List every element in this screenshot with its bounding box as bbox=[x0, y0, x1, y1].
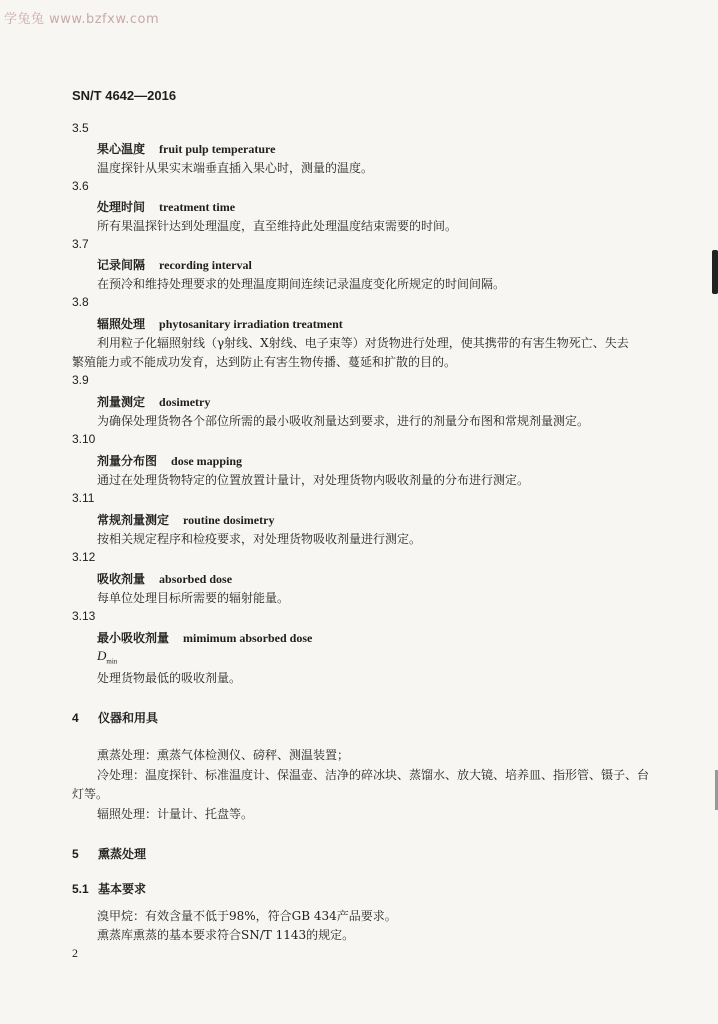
term-zh: 剂量分布图 bbox=[97, 454, 158, 468]
term-heading bbox=[97, 198, 235, 215]
term-definition: 按相关规定程序和检疫要求，对处理货物吸收剂量进行测定。 bbox=[97, 532, 422, 546]
term-number: 3.13 bbox=[72, 609, 96, 623]
paragraph: 辐照处理：计量计、托盘等。 bbox=[97, 807, 254, 821]
term-en: dosimetry bbox=[159, 395, 211, 409]
section-heading bbox=[72, 845, 146, 862]
term-number: 3.9 bbox=[72, 373, 89, 387]
term-en: routine dosimetry bbox=[183, 513, 275, 527]
term-definition: 利用粒子化辐照射线（γ射线、X射线、电子束等）对货物进行处理，使其携带的有害生物死亡、失去 bbox=[97, 336, 629, 350]
term-en: mimimum absorbed dose bbox=[183, 631, 313, 645]
term-number: 3.6 bbox=[72, 179, 89, 193]
term-number: 3.8 bbox=[72, 295, 89, 309]
term-en: phytosanitary irradiation treatment bbox=[159, 317, 343, 331]
term-en: dose mapping bbox=[171, 454, 243, 468]
section-number: 5 bbox=[72, 847, 79, 861]
term-number: 3.12 bbox=[72, 550, 96, 564]
term-zh: 吸收剂量 bbox=[97, 572, 146, 586]
term-heading bbox=[97, 452, 242, 469]
paragraph-continued: 灯等。 bbox=[72, 787, 109, 801]
term-en: fruit pulp temperature bbox=[159, 142, 276, 156]
paragraph: 冷处理：温度探针、标准温度计、保温壶、洁净的碎冰块、蒸馏水、放大镜、培养皿、指形管、镊子、台 bbox=[97, 768, 650, 782]
term-heading bbox=[97, 629, 312, 646]
term-zh: 常规剂量测定 bbox=[97, 513, 170, 527]
term-en: recording interval bbox=[159, 258, 252, 272]
term-zh: 剂量测定 bbox=[97, 395, 146, 409]
subsection-number: 5.1 bbox=[72, 882, 89, 896]
term-zh: 最小吸收剂量 bbox=[97, 631, 170, 645]
section-title: 熏蒸处理 bbox=[98, 847, 147, 861]
term-zh: 处理时间 bbox=[97, 200, 146, 214]
term-definition: 处理货物最低的吸收剂量。 bbox=[97, 671, 242, 685]
term-definition: 在预冷和维持处理要求的处理温度期间连续记录温度变化所规定的时间间隔。 bbox=[97, 277, 506, 291]
term-heading bbox=[97, 511, 274, 528]
term-number: 3.5 bbox=[72, 121, 89, 135]
term-heading bbox=[97, 315, 343, 332]
term-number: 3.7 bbox=[72, 237, 89, 251]
term-en: absorbed dose bbox=[159, 572, 233, 586]
term-heading bbox=[97, 140, 275, 157]
dmin-symbol-letter: D bbox=[97, 648, 107, 663]
term-heading bbox=[97, 393, 210, 410]
term-zh: 记录间隔 bbox=[97, 258, 146, 272]
dmin-symbol bbox=[97, 648, 117, 666]
term-en: treatment time bbox=[159, 200, 236, 214]
term-definition: 温度探针从果实末端垂直插入果心时，测量的温度。 bbox=[97, 161, 374, 175]
section-number: 4 bbox=[72, 711, 79, 725]
term-definition: 通过在处理货物特定的位置放置计量计，对处理货物内吸收剂量的分布进行测定。 bbox=[97, 473, 530, 487]
page-number: 2 bbox=[72, 946, 78, 960]
term-definition-continued: 繁殖能力或不能成功发育，达到防止有害生物传播、蔓延和扩散的目的。 bbox=[72, 355, 457, 369]
section-title: 仪器和用具 bbox=[98, 711, 159, 725]
subsection-heading bbox=[72, 880, 146, 897]
paragraph: 溴甲烷：有效含量不低于98%，符合GB 434产品要求。 bbox=[97, 909, 397, 923]
term-definition: 为确保处理货物各个部位所需的最小吸收剂量达到要求，进行的剂量分布图和常规剂量测定。 bbox=[97, 414, 590, 428]
watermark: 学兔兔 www.bzfxw.com bbox=[4, 12, 160, 27]
standard-code: SN/T 4642—2016 bbox=[72, 88, 177, 103]
term-heading bbox=[97, 256, 252, 273]
term-heading bbox=[97, 570, 232, 587]
subsection-title: 基本要求 bbox=[98, 882, 147, 896]
term-definition: 每单位处理目标所需要的辐射能量。 bbox=[97, 591, 290, 605]
term-definition: 所有果温探针达到处理温度，直至维持此处理温度结束需要的时间。 bbox=[97, 219, 458, 233]
term-zh: 果心温度 bbox=[97, 142, 146, 156]
paragraph: 熏蒸处理：熏蒸气体检测仪、磅秤、测温装置； bbox=[97, 748, 350, 762]
term-number: 3.11 bbox=[72, 491, 95, 505]
term-number: 3.10 bbox=[72, 432, 96, 446]
scan-edge-mark bbox=[712, 250, 718, 294]
paragraph: 熏蒸库熏蒸的基本要求符合SN/T 1143的规定。 bbox=[97, 928, 355, 942]
section-heading bbox=[72, 709, 158, 726]
term-zh: 辐照处理 bbox=[97, 317, 146, 331]
dmin-symbol-subscript: min bbox=[106, 657, 118, 666]
